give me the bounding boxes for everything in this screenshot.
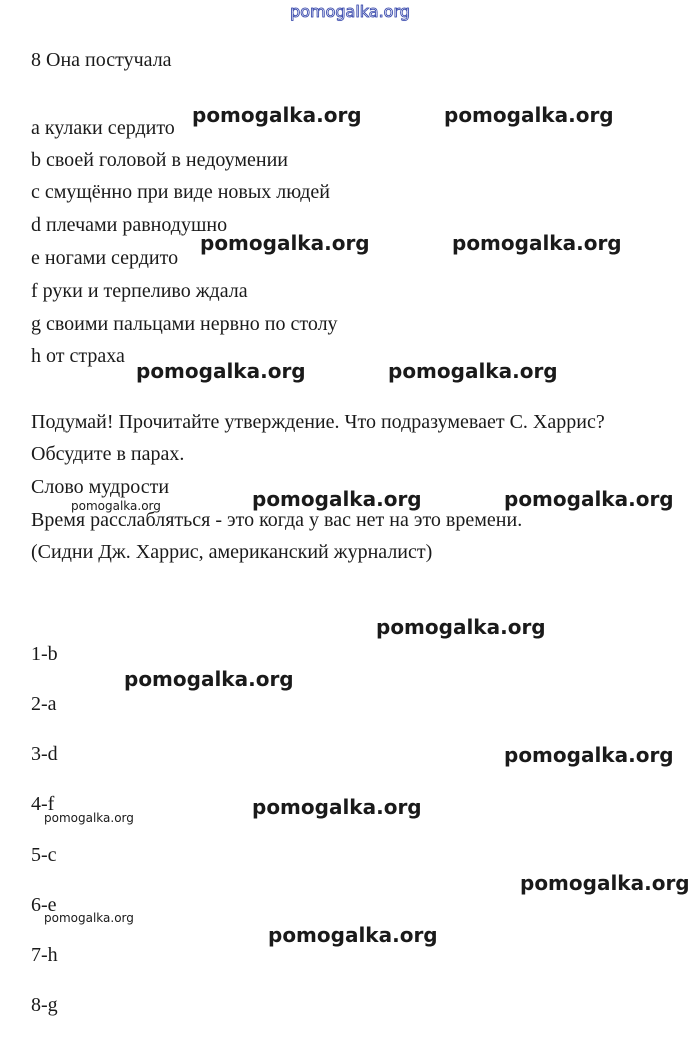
- option-e: e ногами сердито: [31, 247, 179, 269]
- option-f: f руки и терпеливо ждала: [31, 280, 248, 302]
- watermark-small: pomogalka.org: [44, 811, 134, 825]
- watermark: pomogalka.org: [252, 487, 422, 511]
- discuss-instruction: Обсудите в парах.: [31, 443, 185, 465]
- answer-3: 3-d: [31, 743, 58, 765]
- watermark: pomogalka.org: [376, 615, 546, 639]
- watermark: pomogalka.org: [252, 795, 422, 819]
- think-prompt: Подумай! Прочитайте утверждение. Что подразумевает С. Харрис?: [31, 411, 605, 433]
- watermark-small: pomogalka.org: [44, 911, 134, 925]
- watermark: pomogalka.org: [504, 487, 674, 511]
- option-b: b своей головой в недоумении: [31, 149, 288, 171]
- wisdom-heading: Слово мудрости: [31, 476, 170, 498]
- watermark: pomogalka.org: [388, 359, 558, 383]
- watermark: pomogalka.org: [504, 743, 674, 767]
- answer-5: 5-c: [31, 844, 57, 866]
- quote-text: Время расслабляться - это когда у вас нет на это времени.: [31, 509, 523, 531]
- quote-author: (Сидни Дж. Харрис, американский журналист): [31, 541, 433, 563]
- watermark: pomogalka.org: [136, 359, 306, 383]
- watermark: pomogalka.org: [124, 667, 294, 691]
- watermark: pomogalka.org: [520, 871, 690, 895]
- watermark: pomogalka.org: [192, 103, 362, 127]
- answer-7: 7-h: [31, 944, 58, 966]
- option-h: h от страха: [31, 345, 125, 367]
- watermark: pomogalka.org: [200, 231, 370, 255]
- watermark-header: pomogalka.org: [290, 2, 410, 21]
- watermark: pomogalka.org: [268, 923, 438, 947]
- option-g: g своими пальцами нервно по столу: [31, 313, 338, 335]
- option-c: c смущённо при виде новых людей: [31, 181, 330, 203]
- answer-1: 1-b: [31, 643, 58, 665]
- answer-2: 2-a: [31, 693, 57, 715]
- watermark: pomogalka.org: [444, 103, 614, 127]
- option-a: a кулаки сердито: [31, 117, 175, 139]
- watermark-small: pomogalka.org: [71, 499, 161, 513]
- watermark: pomogalka.org: [452, 231, 622, 255]
- option-d: d плечами равнодушно: [31, 214, 228, 236]
- exercise-title: 8 Она постучала: [31, 49, 172, 71]
- answer-4: 4-f: [31, 793, 55, 815]
- answer-8: 8-g: [31, 994, 58, 1016]
- answer-6: 6-e: [31, 894, 57, 916]
